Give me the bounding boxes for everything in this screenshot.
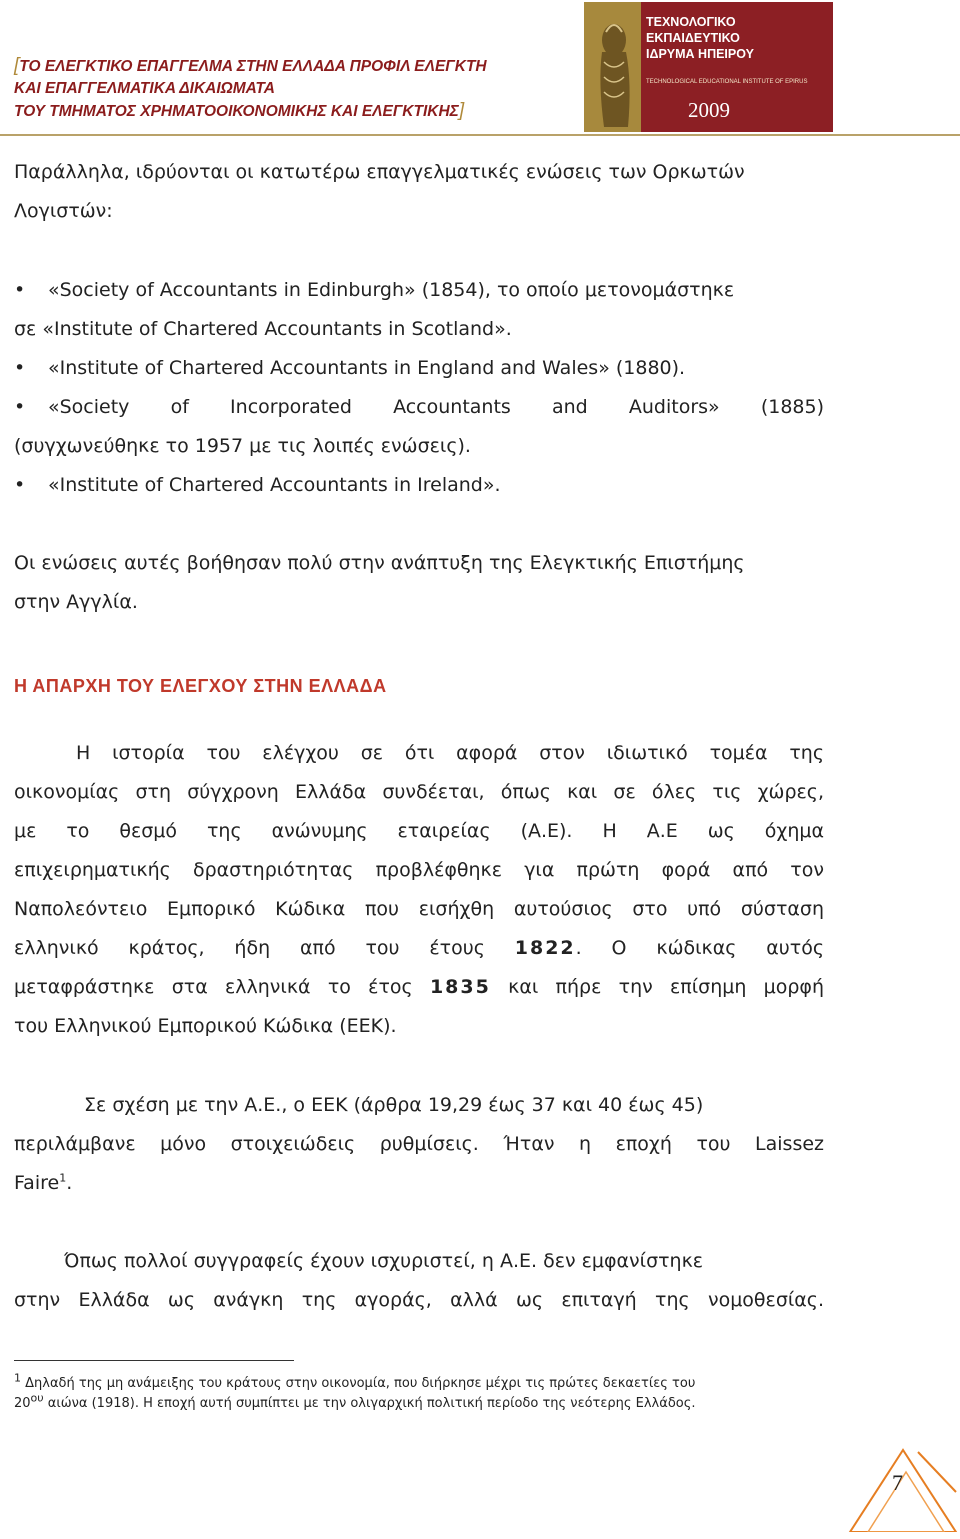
logo-year: 2009 (688, 98, 730, 122)
footnote-divider (14, 1360, 294, 1361)
list-item: • «Institute of Chartered Accountants in England and Wales» (1880). (14, 357, 686, 379)
conclusion-paragraph: Οι ενώσεις αυτές βοήθησαν πολύ στην ανάπτυξη της Ελεγκτικής Επιστήμης στην Αγγλία. (14, 552, 745, 613)
intro-paragraph: Παράλληλα, ιδρύονται οι κατωτέρω επαγγελματικές ενώσεις των Ορκωτών Λογιστών: (14, 161, 745, 222)
list-item-continuation: σε «Institute of Chartered Accountants in Scotland». (14, 318, 512, 340)
running-header (14, 55, 574, 123)
section-heading: Η ΑΠΑΡΧΗ ΤΟΥ ΕΛΕΓΧΟΥ ΣΤΗΝ ΕΛΛΑΔΑ (14, 676, 387, 696)
year-1835: 1835 (429, 976, 491, 998)
year-1822: 1822 (514, 937, 576, 959)
logo-title: ΤΕΧΝΟΛΟΓΙΚΟ ΕΚΠΑΙΔΕΥΤΙΚΟ ΙΔΡΥΜΑ ΗΠΕΙΡΟΥ (646, 15, 754, 61)
list-item: • «Institute of Chartered Accountants in Ireland». (14, 474, 501, 496)
emblem-icon (584, 2, 641, 132)
logo-english-name: TECHNOLOGICAL EDUCATIONAL INSTITUTE OF EPIRUS (646, 79, 808, 85)
history-paragraph: Η ιστορία του ελέγχου σε ότι αφορά στον ιδιωτικό τομέα της οικονομίας στη σύγχρονη Ελλάδα συνδέεται, όπως και σε όλες τις χώρες, με το θεσμό της ανώνυμης εταιρείας (Α.Ε). Η Α.Ε ως όχημα επιχειρηματικής δραστηριότητας προβλέφθηκε για πρώτη φορά από τον Ναπολεόντειο Εμπορικό Κώδικα που εισήχθη αυτούσιος στο υπό σύσταση ελληνικό κράτος, ήδη από του έτους 1822. Ο κώδικας αυτός μεταφράστηκε στα ελληνικά το έτος 1835 και πήρε την επίσημη μορφή του Ελληνικού Εμπορικού Κώδικα (ΕΕΚ). (14, 742, 825, 1037)
footnote-number: 1 (14, 1371, 21, 1385)
header-divider (0, 134, 960, 136)
footnote-reference[interactable]: 1 (59, 1171, 67, 1185)
institution-logo (584, 2, 833, 132)
header-line-1: [ΤΟ ΕΛΕΓΚΤΙΚΟ ΕΠΑΓΓΕΛΜΑ ΣΤΗΝ ΕΛΛΑΔΑ ΠΡΟΦΙΛ ΕΛΕΓΚΤΗ (14, 55, 487, 76)
list-item: • «Society of Incorporated Accountants and Auditors» (1885) (14, 396, 824, 418)
header-line-2: ΚΑΙ ΕΠΑΓΓΕΛΜΑΤΙΚΑ ΔΙΚΑΙΩΜΑΤΑ (14, 80, 275, 97)
header-bracket-close: ] (458, 100, 465, 121)
closing-paragraph: Όπως πολλοί συγγραφείς έχουν ισχυριστεί, η Α.Ε. δεν εμφανίστηκε στην Ελλάδα ως ανάγκη της αγοράς, αλλά ως επιταγή της νομοθεσίας. (14, 1250, 824, 1311)
page-number: 7 (892, 1470, 903, 1495)
list-item-continuation: (συγχωνεύθηκε το 1957 με τις λοιπές ενώσεις). (14, 435, 471, 457)
header-bracket-open: [ (14, 55, 20, 76)
page-number-badge-icon (848, 1432, 958, 1532)
bullet-list (14, 271, 824, 505)
regulation-paragraph: Σε σχέση με την Α.Ε., ο ΕΕΚ (άρθρα 19,29 έως 37 και 40 έως 45) περιλάμβανε μόνο στοιχειώδεις ρυθμίσεις. Ήταν η εποχή του Laissez Faire$^1$. (14, 1094, 824, 1194)
footnote: $^1$ Δηλαδή της μη ανάμειξης του κράτους στην οικονομία, που διήρκησε μέχρι τις πρώτες δεκαετίες του $20^{o\upsilon}$ αιώνα (1918). Η εποχή αυτή συμπίπτει με την ολιγαρχική πολιτική περίοδο της νεότερης Ελλάδος. (14, 1371, 696, 1411)
list-item: • «Society of Accountants in Edinburgh» (1854), το οποίο μετονομάστηκε (14, 279, 735, 301)
header-line-3: ΤΟΥ ΤΜΗΜΑΤΟΣ ΧΡΗΜΑΤΟΟΙΚΟΝΟΜΙΚΗΣ ΚΑΙ ΕΛΕΓΚΤΙΚΗΣ] (14, 100, 465, 121)
